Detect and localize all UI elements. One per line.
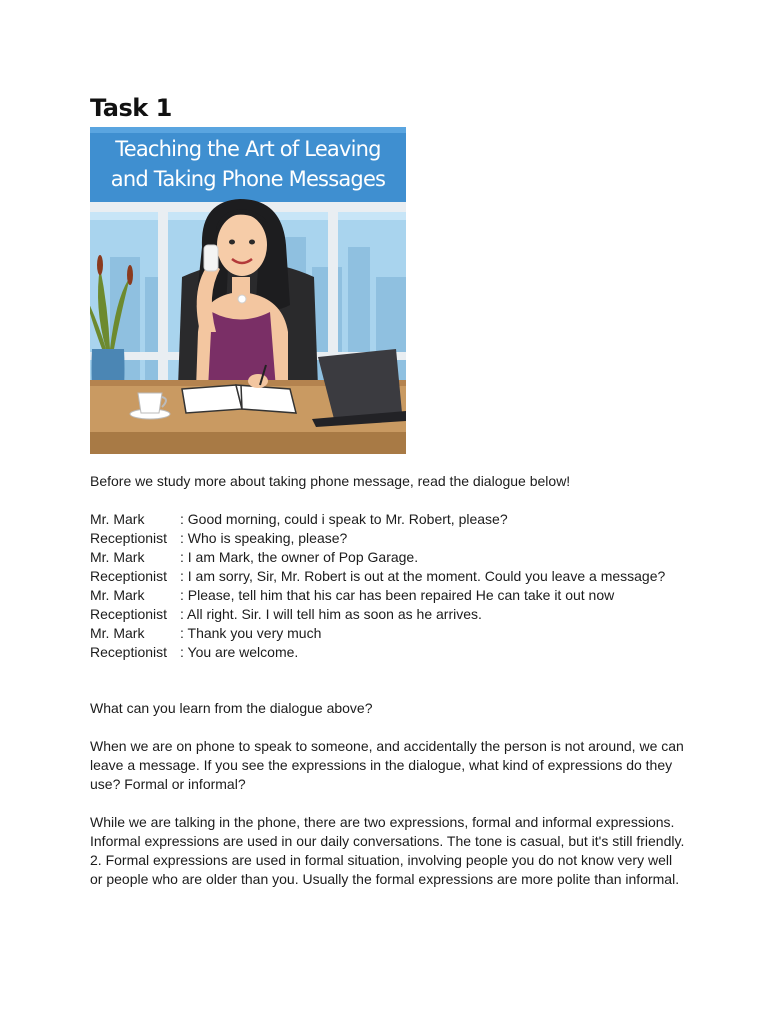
speaker-name: Receptionist (90, 568, 168, 584)
speaker-name: Mr. Mark (90, 625, 145, 641)
explanation-paragraph-2: While we are talking in the phone, there are two expressions, formal and informal expressions. Informal expressions are used in our daily conversations. The tone is casual, but it's still friendly. 2. Formal expressions are used in formal situation, involving people you do not know very well or people who are older than you. Usually the formal expressions are more polite than informal. (90, 814, 685, 887)
face (217, 214, 267, 276)
illustration-banner-title (90, 127, 406, 202)
dialogue-line: : All right. Sir. I will tell him as soon as he arrives. (180, 606, 482, 622)
dialogue-line: : Good morning, could i speak to Mr. Robert, please? (180, 511, 508, 527)
notebook (182, 385, 242, 413)
phone (204, 245, 218, 271)
speaker-name: Mr. Mark (90, 549, 145, 565)
dialogue-row (90, 643, 690, 662)
coffee-cup (138, 393, 162, 413)
dialogue-row (90, 624, 690, 643)
question-text: What can you learn from the dialogue above? (90, 700, 373, 716)
dialogue-line: : Please, tell him that his car has been repaired He can take it out now (180, 587, 615, 603)
phone-message-illustration (90, 127, 406, 454)
explanation-paragraph-1: When we are on phone to speak to someone, and accidentally the person is not around, we can leave a message. If you see the expressions in the dialogue, what kind of expressions do they use? Formal or informal? (90, 738, 684, 792)
speaker-name: Mr. Mark (90, 587, 145, 603)
dialogue-line: : I am Mark, the owner of Pop Garage. (180, 549, 419, 565)
dialogue-line: : You are welcome. (180, 644, 299, 660)
speaker-name: Receptionist (90, 606, 168, 622)
banner-line-1: Teaching the Art of Leaving (115, 137, 381, 162)
dialogue-line: : Thank you very much (180, 625, 322, 641)
dialogue-line: : I am sorry, Sir, Mr. Robert is out at the moment. Could you leave a message? (180, 568, 666, 584)
dialogue-row (90, 529, 690, 548)
speaker-name: Receptionist (90, 644, 168, 660)
speaker-name: Mr. Mark (90, 511, 145, 527)
dialogue-line: : Who is speaking, please? (180, 530, 348, 546)
dialogue-row (90, 510, 690, 529)
banner-line-2: and Taking Phone Messages (110, 166, 386, 191)
dialogue-row (90, 567, 690, 586)
dialogue-row (90, 586, 690, 605)
dialogue-row (90, 548, 690, 567)
dialogue-table (90, 510, 690, 662)
speaker-name: Receptionist (90, 530, 168, 546)
page-title: Task 1 (90, 94, 172, 122)
intro-text: Before we study more about taking phone message, read the dialogue below! (90, 473, 571, 489)
dialogue-row (90, 605, 690, 624)
